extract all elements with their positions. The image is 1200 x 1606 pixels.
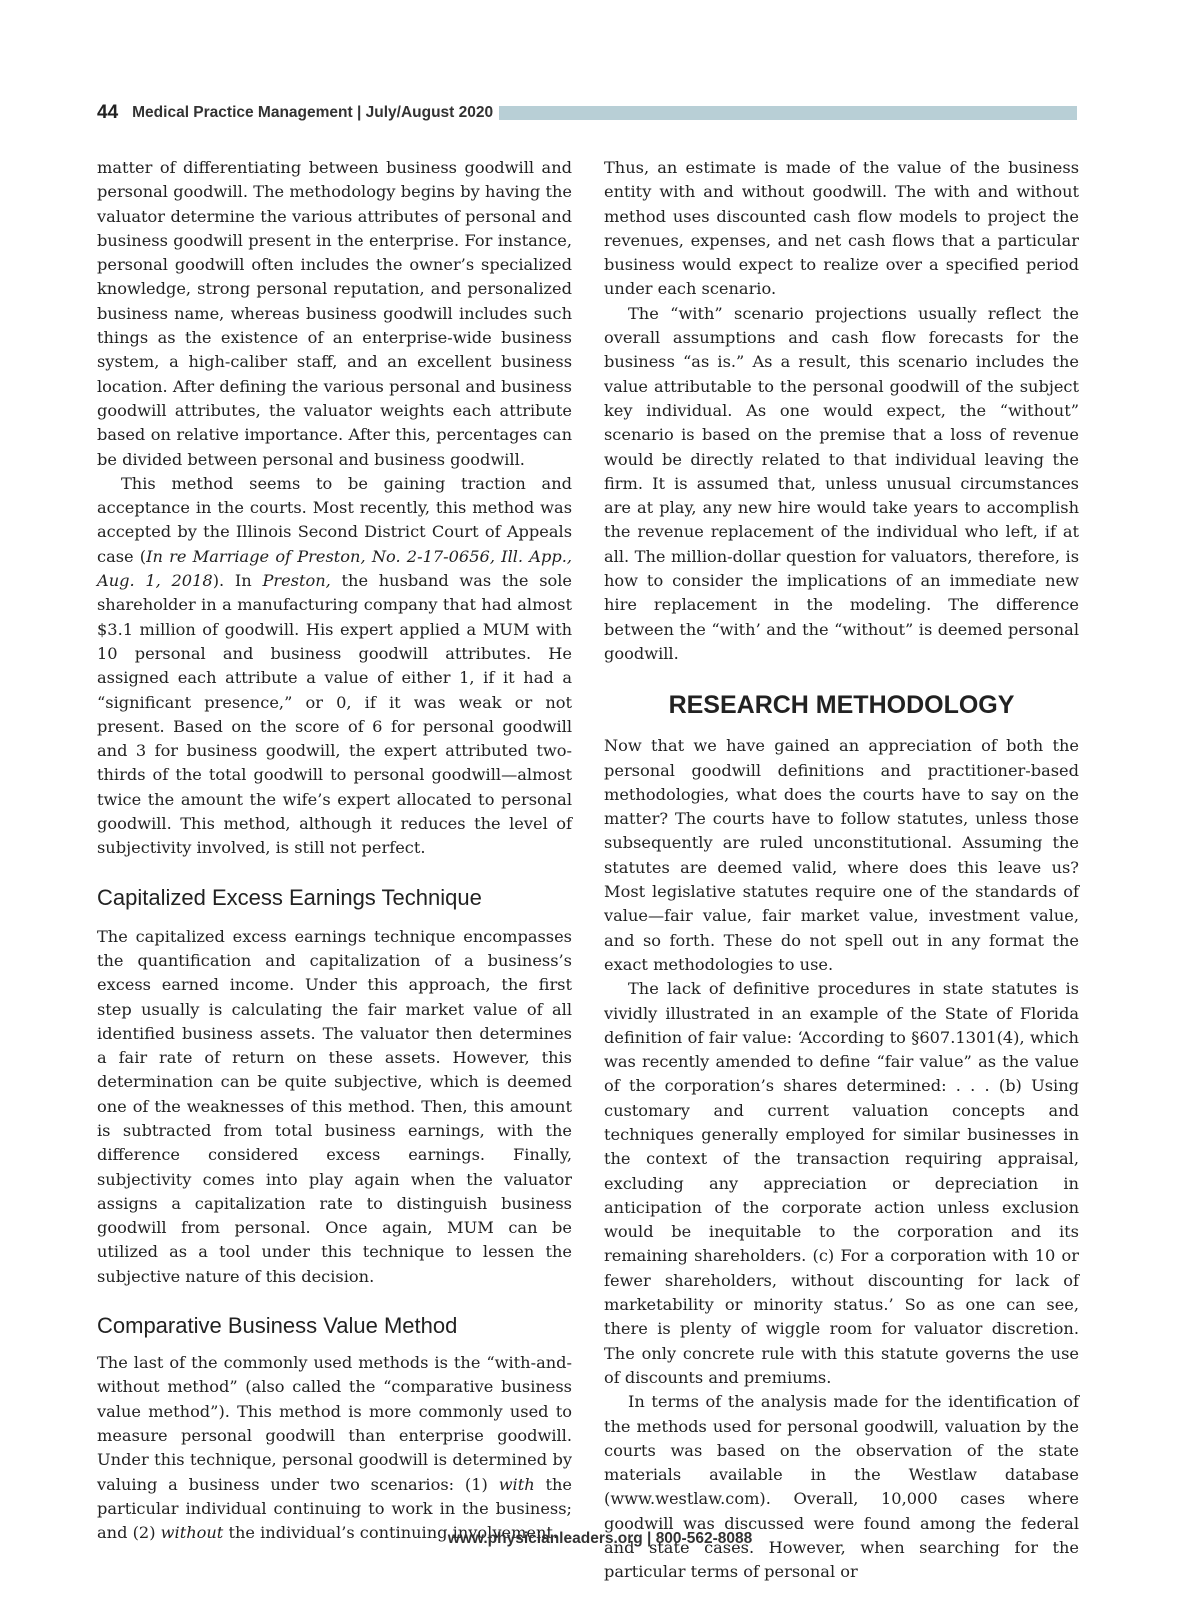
page-number: 44: [97, 102, 119, 123]
publication-title: Medical Practice Management | July/August 2020: [132, 104, 494, 121]
paragraph: Thus, an estimate is made of the value of the business entity with and without goodwill. The with and without method uses discounted cash flow models to project the revenues, expenses, and net cash flows that a particular business would expect to realize over a specified period under each scenario.: [604, 158, 1079, 299]
header-rule-bar: [499, 106, 1077, 120]
section-heading: RESEARCH METHODOLOGY: [668, 691, 1015, 720]
paragraph: In terms of the analysis made for the identification of the methods used for personal goodwill, valuation by the courts was based on the observation of the state materials available in the Westlaw database (www.westlaw.com). Overall, 10,000 cases where goodwill was discussed were found among the federal and state cases. However, when searching for the particular terms of personal or: [604, 1392, 1079, 1582]
page-header: [97, 102, 1077, 124]
case-citation: In re Marriage of Preston, No. 2-17-0656, Ill. App., Aug. 1, 2018: [97, 546, 572, 591]
right-column: [604, 156, 1079, 1585]
section-heading: Comparative Business Value Method: [97, 1313, 458, 1339]
left-column: [97, 156, 572, 1545]
paragraph: The lack of definitive procedures in state statutes is vividly illustrated in an example of the State of Florida definition of fair value: ‘According to §607.1301(4), which was recently amended to define “fair value” as the value of the corporation’s shares determined: . . . (b) Using customary and current valuation concepts and techniques generally employed for similar businesses in the context of the transaction requiring appraisal, excluding any appreciation or depreciation in anticipation of the corporate action unless exclusion would be inequitable to the corporation and its remaining shareholders. (c) For a corporation with 10 or fewer shareholders, without discounting for lack of marketability or minority status.’ So as one can see, there is plenty of wiggle room for valuator discretion. The only concrete rule with this statute governs the use of discounts and premiums.: [604, 979, 1079, 1387]
paragraph: The “with” scenario projections usually reflect the overall assumptions and cash flow forecasts for the business “as is.” As a result, this scenario includes the value attributable to the personal goodwill of the subject key individual. As one would expect, the “without” scenario is based on the premise that a loss of revenue would be directly related to that individual leaving the firm. It is assumed that, unless unusual circumstances are at play, any new hire would take years to accomplish the revenue replacement of the individual who left, if at all. The million-dollar question for valuators, therefore, is how to consider the implications of an immediate new hire replacement in the modeling. The difference between the “with’ and the “without” is deemed personal goodwill.: [604, 303, 1079, 663]
paragraph: This method seems to be gaining traction and acceptance in the courts. Most recently, this method was accepted by the Illinois Second District Court of Appeals case (In re Marriage of Preston, No. 2-17-0656, Ill. App., Aug. 1, 2018). In Preston, the husband was the sole shareholder in a manufacturing company that had almost $3.1 million of goodwill. His expert applied a MUM with 10 personal and business goodwill attributes. He assigned each attribute a value of either 1, if it had a “significant presence,” or 0, if it was weak or not present. Based on the score of 6 for personal goodwill and 3 for business goodwill, the expert attributed two-thirds of the total goodwill to personal goodwill—almost twice the amount the wife’s expert allocated to personal goodwill. This method, although it reduces the level of subjectivity involved, is still not perfect.: [97, 473, 573, 858]
paragraph: matter of differentiating between business goodwill and personal goodwill. The methodology begins by having the valuator determine the various attributes of personal and business goodwill present in the enterprise. For instance, personal goodwill often includes the owner’s specialized knowledge, strong personal reputation, and personalized business name, whereas business goodwill includes such things as the existence of an enterprise-wide business system, a high-caliber staff, and an excellent business location. After defining the various personal and business goodwill attributes, the valuator weights each attribute based on relative importance. After this, percentages can be divided between personal and business goodwill.: [97, 158, 572, 469]
paragraph: The capitalized excess earnings technique encompasses the quantification and capitalization of a business’s excess earned income. Under this approach, the first step usually is calculating the fair market value of all identified business assets. The valuator then determines a fair rate of return on these assets. However, this determination can be quite subjective, which is deemed one of the weaknesses of this method. Then, this amount is subtracted from total business earnings, with the difference considered excess earnings. Finally, subjectivity comes into play again when the valuator assigns a capitalization rate to distinguish business goodwill from personal. Once again, MUM can be utilized as a tool under this technique to lessen the subjective nature of this decision.: [97, 926, 572, 1286]
case-name: Preston,: [262, 571, 331, 591]
page-footer: www.physicianleaders.org | 800-562-8088: [447, 1530, 753, 1547]
paragraph: The last of the commonly used methods is the “with-and-without method” (also called the “comparative business value method”). This method is more commonly used to measure personal goodwill than enterprise goodwill. Under this technique, personal goodwill is determined by valuing a business under two scenarios: (1) with the particular individual continuing to work in the business; and (2) without the individual’s continuing involvement.: [97, 1353, 572, 1543]
paragraph: Now that we have gained an appreciation of both the personal goodwill definitions and practitioner-based methodologies, what does the courts have to say on the matter? The courts have to follow statutes, unless those subsequently are ruled unconstitutional. Assuming the statutes are deemed valid, where does this leave us? Most legislative statutes require one of the standards of value—fair value, fair market value, investment value, and so forth. These do not spell out in any format the exact methodologies to use.: [604, 736, 1079, 974]
section-heading: Capitalized Excess Earnings Technique: [97, 884, 482, 910]
